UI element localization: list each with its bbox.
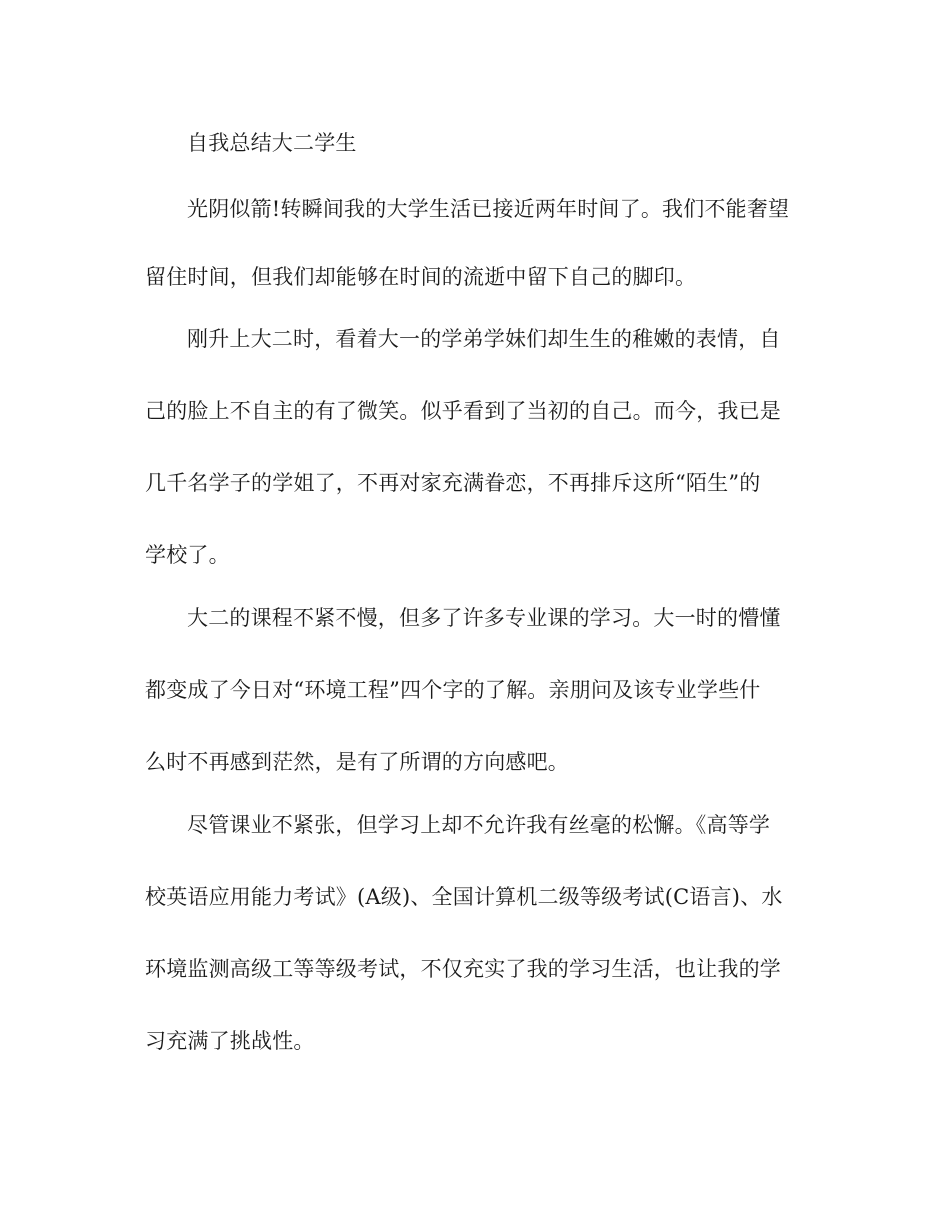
- paragraph-3-line-1: 大二的课程不紧不慢，但多了许多专业课的学习。大一时的懵懂: [187, 606, 781, 630]
- paragraph-2-line-3: 几千名学子的学姐了，不再对家充满眷恋，不再排斥这所“陌生”的: [145, 471, 761, 495]
- paragraph-4-line-4: 习充满了挑战性。: [145, 1029, 315, 1053]
- paragraph-4-line-2: 校英语应用能力考试》(A级)、全国计算机二级等级考试(C语言)、水: [145, 885, 783, 909]
- document-title: 自我总结大二学生: [187, 131, 357, 155]
- paragraph-2-line-2: 己的脸上不自主的有了微笑。似乎看到了当初的自己。而今，我已是: [145, 399, 781, 423]
- paragraph-3-line-2: 都变成了今日对“环境工程”四个字的了解。亲朋问及该专业学些什: [145, 678, 761, 702]
- paragraph-1-line-2: 留住时间，但我们却能够在时间的流逝中留下自己的脚印。: [145, 265, 697, 289]
- paragraph-1-line-1: 光阴似箭!转瞬间我的大学生活已接近两年时间了。我们不能奢望: [187, 197, 790, 221]
- paragraph-3-line-3: 么时不再感到茫然，是有了所谓的方向感吧。: [145, 750, 569, 774]
- paragraph-4-line-1: 尽管课业不紧张，但学习上却不允许我有丝毫的松懈。《高等学: [187, 813, 771, 837]
- paragraph-2-line-1: 刚升上大二时，看着大一的学弟学妹们却生生的稚嫩的表情，自: [187, 327, 781, 351]
- paragraph-2-line-4: 学校了。: [145, 543, 230, 567]
- paragraph-4-line-3: 环境监测高级工等等级考试，不仅充实了我的学习生活，也让我的学: [145, 957, 781, 981]
